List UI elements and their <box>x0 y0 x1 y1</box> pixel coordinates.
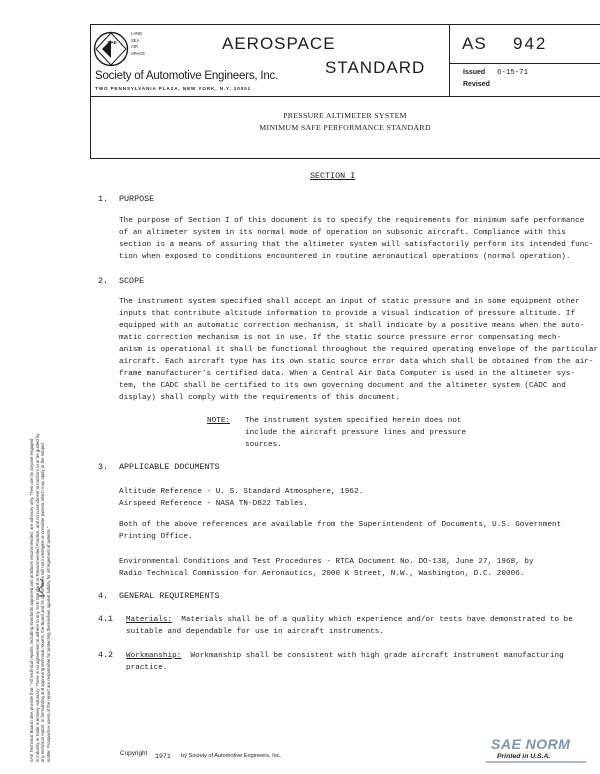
scope-paragraph <box>119 296 598 404</box>
appdocs-para2 <box>119 556 534 580</box>
stamp-underline <box>486 761 586 763</box>
materials-number: 4.1 <box>98 614 114 624</box>
genreq-number: 4. <box>98 591 109 601</box>
appdocs-ref: Airspeed Reference - NASA TN-D822 Tables. <box>119 500 308 508</box>
appdocs-para1-line: Printing Office. <box>119 533 193 541</box>
header-bottom-rule <box>90 96 600 97</box>
doc-title-line1: PRESSURE ALTIMETER SYSTEM <box>283 111 407 120</box>
scope-line: aircraft. Each aircraft type has its own static source error data which shall be obtained from the air- <box>119 358 594 366</box>
logo-word-sea: SEA <box>131 37 140 43</box>
scope-line: display) shall comply with the requirements of this document. <box>119 394 401 402</box>
purpose-number: 1. <box>98 194 109 204</box>
sidebar-notice-line: SAE Technical Board rules provide that: "All technical reports, including standards approved and practices recommended, are advisory only. Their use by anyone engaged <box>28 438 34 763</box>
purpose-paragraph <box>119 215 594 263</box>
sae-logo-emblem <box>93 30 129 68</box>
copyright-year: 1971 <box>155 753 171 760</box>
logo-word-space: SPACE <box>131 50 145 56</box>
doc-number: 942 <box>513 34 548 53</box>
materials-label: Materials: <box>126 616 173 624</box>
genreq-heading: GENERAL REQUIREMENTS <box>119 591 220 601</box>
title-standard: STANDARD <box>325 58 426 77</box>
appdocs-refs <box>119 486 363 510</box>
appdocs-para1-line: Both of the above references are available from the Superintendent of Documents, U.S. Government <box>119 521 562 529</box>
header-left-rule <box>90 24 91 158</box>
scope-line: inputs that contribute altitude information to provide a visual indication of pressure altitude. If <box>119 310 576 318</box>
title-box-bottom-rule <box>90 158 600 159</box>
copyright-label: Copyright <box>120 750 148 757</box>
purpose-heading: PURPOSE <box>119 194 155 204</box>
note-label: NOTE: <box>207 417 231 425</box>
note-line: The instrument system specified herein does not <box>245 417 462 425</box>
logo-monogram: SAE <box>107 40 117 45</box>
purpose-line: of an altimeter system in its normal mode of operation on subsonic aircraft. Compliance with this <box>119 229 566 237</box>
doc-number-prefix: AS <box>462 34 487 53</box>
header-divider-rule <box>449 24 450 96</box>
margin-mark <box>37 577 47 599</box>
margin-mark-glyph <box>37 577 47 599</box>
workmanship-line: Workmanship shall be consistent with high grade aircraft instrument manufacturing <box>190 652 564 660</box>
note-line: include the aircraft pressure lines and pressure <box>245 429 467 437</box>
sidebar-notice-line: matter. Prospective users of the report are responsible for protecting themselves against liability for infringement of patents." <box>45 526 51 763</box>
stamp-printed: Printed in U.S.A. <box>497 753 551 760</box>
logo-words <box>131 31 145 57</box>
sidebar-notice-line: in industry or trade is entirely voluntary. There is no agreement to adhere to any SAE Standard or Recommended Practice, and no commitment to conform to or be guided by <box>34 433 40 763</box>
scope-line: The instrument system specified shall accept an input of static pressure and in some equipment other <box>119 298 580 306</box>
scope-line: equipped with an automatic correction mechanism, it shall indicate by a positive means when the auto- <box>119 322 585 330</box>
docnum-underline <box>449 63 600 64</box>
materials-paragraph <box>126 614 573 638</box>
purpose-line: The purpose of Section I of this document is to specify the requirements for minimum safe performance <box>119 217 585 225</box>
workmanship-label: Workmanship: <box>126 652 182 660</box>
appdocs-ref: Altitude Reference - U. S. Standard Atmosphere, 1962. <box>119 488 364 496</box>
note-text <box>245 415 466 451</box>
appdocs-heading: APPLICABLE DOCUMENTS <box>119 462 220 472</box>
sidebar-notice-line: any technical report. In formulating and approving technical reports, the Board and its Committees will not investigate or consider patents which may apply to the subject <box>40 442 45 763</box>
doc-title-line2: MINIMUM SAFE PERFORMANCE STANDARD <box>259 123 431 132</box>
workmanship-paragraph <box>126 650 564 674</box>
appdocs-para1 <box>119 519 561 543</box>
materials-line: Materials shall be of a quality which experience and/or tests have demonstrated to be <box>181 616 573 624</box>
scope-line: tem, the CADC shall be certified to its own governing document and the altimeter system (CADC and <box>119 382 566 390</box>
logo-word-land: LAND <box>131 31 143 36</box>
title-aerospace: AEROSPACE <box>222 34 336 53</box>
sae-logo <box>93 30 129 68</box>
stamp-sae-norm: SAE NORM <box>491 736 571 752</box>
appdocs-para2-line: Environmental Conditions and Test Procedures - RTCA Document No. DO-138, June 27, 1968, by <box>119 558 534 566</box>
issued-label: Issued <box>463 69 486 76</box>
scope-heading: SCOPE <box>119 276 145 286</box>
org-name: Society of Automotive Engineers, Inc. <box>95 70 279 82</box>
section-heading: SECTION I <box>310 171 356 181</box>
materials-line: suitable and dependable for use in aircraft instruments. <box>126 628 384 636</box>
purpose-line: tion when exposed to conditions encountered in routine aeronautical operations (normal operation). <box>119 253 571 261</box>
note-line: sources. <box>245 441 282 449</box>
header-top-rule <box>90 24 600 25</box>
sidebar-notice <box>29 52 51 762</box>
purpose-line: section is a means of assuring that the altimeter system will satisfactorily perform its intended func- <box>119 241 594 249</box>
org-address: TWO PENNSYLVANIA PLAZA, NEW YORK, N.Y. 10001 <box>95 86 252 91</box>
scope-line: frame manufacturer's certified data. When a Central Air Data Computer is used in the altimeter sys- <box>119 370 576 378</box>
logo-word-air: AIR <box>131 44 138 50</box>
revised-label: Revised <box>463 81 490 88</box>
appdocs-para2-line: Radio Technical Commission for Aeronautics, 2000 K Street, N.W., Washington, D.C. 20006. <box>119 570 525 578</box>
appdocs-number: 3. <box>98 462 109 472</box>
issued-date: 6-15-71 <box>497 69 529 77</box>
workmanship-number: 4.2 <box>98 650 114 660</box>
scope-line: anism is operational it shall be functional throughout the required operating envelope of the particular <box>119 346 599 354</box>
scope-number: 2. <box>98 276 109 286</box>
workmanship-line: practice. <box>126 664 168 672</box>
copyright-by: by Society of Automotive Engineers, Inc. <box>181 753 282 759</box>
scope-line: matic correction mechanism is not in use. If the static source pressure error compensating mech- <box>119 334 562 342</box>
